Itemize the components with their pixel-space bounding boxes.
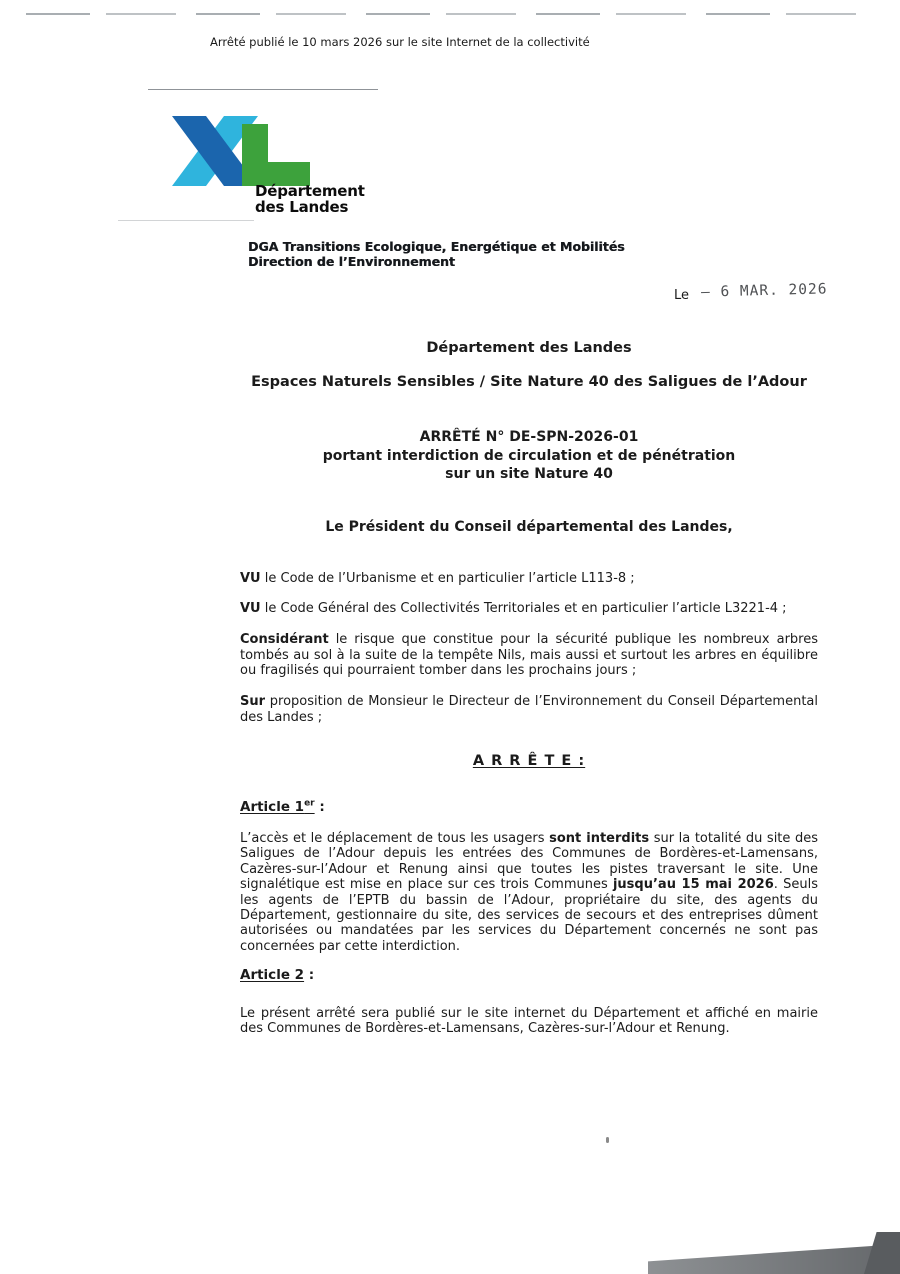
article-1-heading	[240, 799, 325, 815]
article-2-label: Article 2	[240, 967, 305, 983]
considerant-text: le risque que constitue pour la sécurité publique les nombreux arbres tombés au sol à la suite de la tempête Nils, mais aussi et surtout les arbres en équilibre ou fragilisés qui pourraient tomber dans les prochains jours ;	[240, 632, 818, 678]
title-department: Département des Landes	[426, 340, 632, 356]
article-1-label: Article 1	[240, 799, 305, 815]
arrete-heading	[240, 753, 818, 769]
vu-clause-1	[240, 571, 818, 587]
dga-line2: Direction de l’Environnement	[248, 253, 455, 269]
article-1-colon: :	[314, 799, 325, 815]
logo-wordmark-line2: des Landes	[255, 198, 349, 216]
article-2-heading	[240, 967, 314, 983]
arrete-heading-text: A R R Ê T E :	[472, 753, 586, 769]
arrete-object-line2: sur un site Nature 40	[445, 466, 613, 482]
arrete-number: ARRÊTÉ N° DE-SPN-2026-01	[419, 429, 639, 445]
scan-artifact-top-edge	[26, 13, 874, 15]
vu-clause-1-label: VU	[240, 571, 261, 586]
arrete-object-line1: portant interdiction de circulation et de pénétration	[322, 447, 736, 464]
logo-wordmark	[255, 183, 365, 215]
sur-proposition-clause	[240, 694, 818, 725]
article-2-body: Le présent arrêté sera publié sur le site internet du Département et affiché en mairie des Communes de Bordères-et-Lamensans, Cazères-sur-l’Adour et Renung.	[240, 1006, 818, 1037]
vu-clause-2	[240, 601, 818, 617]
xl-landes-logo	[172, 112, 310, 186]
article-1-body	[240, 831, 818, 954]
title-site: Espaces Naturels Sensibles / Site Nature 40 des Saligues de l’Adour	[251, 374, 807, 390]
article-2-colon: :	[304, 967, 315, 983]
date-prefix-label: Le	[674, 288, 690, 303]
considerant-label: Considérant	[240, 632, 329, 647]
article-1-sup: er	[304, 798, 315, 809]
vu-clause-2-text: le Code Général des Collectivités Territoriales et en particulier l’article L3221-4 ;	[260, 601, 787, 616]
issuing-direction	[248, 240, 625, 269]
article-1-bold2: jusqu’au 15 mai 2026	[612, 877, 774, 893]
scan-artifact-faint-rule	[118, 220, 254, 221]
date-stamp: – 6 MAR. 2026	[700, 281, 828, 301]
publication-note: Arrêté publié le 10 mars 2026 sur le site Internet de la collectivité	[210, 35, 590, 49]
vu-clause-1-text: le Code de l’Urbanisme et en particulier l’article L113-8 ;	[260, 571, 635, 586]
logo-wordmark-line1: Département	[255, 182, 365, 200]
president-line: Le Président du Conseil départemental des Landes,	[325, 519, 733, 535]
article-1-bold1: sont interdits	[549, 831, 650, 846]
scan-artifact-speck	[606, 1137, 609, 1143]
vu-clause-2-label: VU	[240, 601, 261, 616]
logo-l-green-icon	[242, 124, 310, 186]
considerant-clause	[240, 632, 818, 679]
scan-artifact-rule	[148, 89, 378, 90]
article-1-title	[240, 799, 315, 815]
article-1-body-part1: L’accès et le déplacement de tous les usagers	[240, 831, 550, 846]
sur-text: proposition de Monsieur le Directeur de l’Environnement du Conseil Départemental des Landes ;	[240, 694, 818, 725]
article-1-body-part3: . Seuls les agents de l’EPTB du bassin de l’Adour, propriétaire du site, des agents du Département, gestionnaire du site, des services de secours et des entreprises dûment autorisées ou mandatées par les services du Département concernés ne sont pas concernées par cette interdiction.	[240, 877, 818, 954]
scan-artifact-bottom-right	[648, 1244, 900, 1274]
sur-label: Sur	[240, 694, 266, 709]
article-1-body-part2: sur la totalité du site des Saligues de l’Adour depuis les entrées des Communes de Bordères-et-Lamensans, Cazères-sur-l’Adour et Renung ainsi que toutes les pistes traversant le site. Une signalétique est mise en place sur ces trois Communes	[240, 831, 819, 893]
dga-line1: DGA Transitions Ecologique, Energétique et Mobilités	[248, 239, 625, 254]
arrete-title-block	[240, 428, 818, 484]
